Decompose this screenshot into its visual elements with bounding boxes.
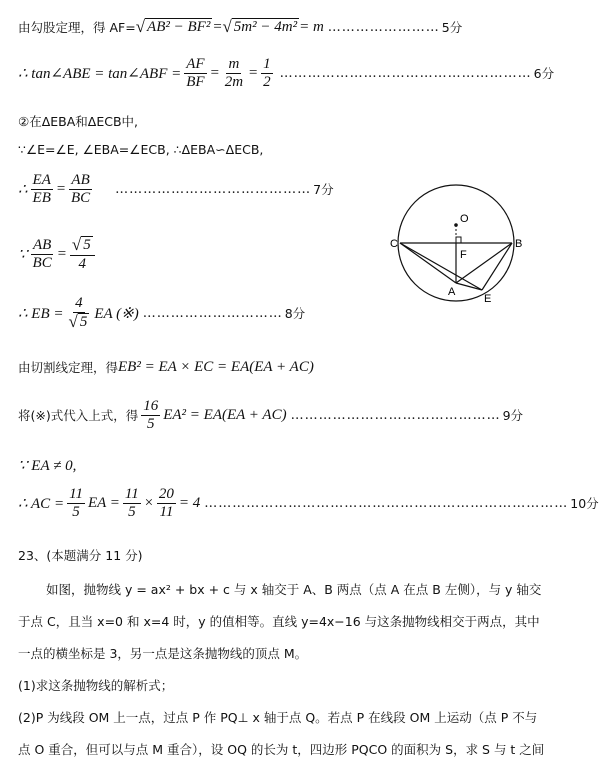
q23-para1: 如图，抛物线 y = ax² + bx + c 与 x 轴交于 A、B 两点（点 A 在点 B 左侧），与 y 轴交	[46, 582, 542, 597]
part2-heading: ②在ΔEBA和ΔECB中,	[18, 114, 139, 129]
secant-line: 由切割线定理，得 EB² = EA × EC = EA(EA + AC)	[18, 358, 314, 375]
step7b-line: ∵ $\frac{AB}{BC}$ = √ 5 4	[18, 236, 98, 272]
q23-part2-line1: (2)P 为线段 OM 上一点，过点 P 作 PQ⊥ x 轴于点 Q。若点 P 在线段 OM 上运动（点 P 不与	[18, 710, 538, 725]
step5-text: 由勾股定理，得 AF=	[18, 20, 136, 35]
q23-para2: 于点 C，且当 x=0 和 x=4 时，y 的值相等。直线 y=4x−16 与这条抛物线相交于两点，其中	[18, 614, 540, 629]
sqrt-expr2: √ 5m² − 4m²	[222, 17, 298, 36]
circle-figure	[388, 180, 570, 310]
q23-part1: (1)求这条抛物线的解析式；	[18, 678, 174, 693]
center-dot	[454, 223, 458, 227]
fraction-half: $\frac{1}{2}$	[263, 56, 271, 90]
score-5: 5分	[441, 20, 463, 35]
label-c: C	[390, 238, 398, 250]
q23-para3: 一点的横坐标是 3，另一点是这条抛物线的顶点 M。	[18, 646, 308, 661]
score-8: 8分	[284, 306, 306, 321]
q23-title: 23、(本题满分 11 分)	[18, 548, 143, 563]
q23-part2-line2: 点 O 重合，但可以与点 M 重合），设 OQ 的长为 t，四边形 PQCO 的面积为 S，求 S 与 t 之间	[18, 742, 545, 757]
step8-line: ∴ EB = 4 √ 5 EA (※) ………………………… 8分	[18, 295, 306, 331]
segment-be	[482, 243, 512, 290]
score-10: 10分	[570, 496, 599, 511]
sqrt-expr1: √ AB² − BF²	[135, 17, 211, 36]
step6-line: ∴ tan∠ABE = tan∠ABF = $\frac{AF}{BF}$ = $\frac{m}{2m}$ = $\frac{1}{2}$ ……………………………………………… 6分	[18, 56, 555, 90]
fraction-m-2m: $\frac{m}{2m}$	[224, 56, 244, 90]
label-b: B	[515, 238, 523, 250]
score-9: 9分	[502, 408, 524, 423]
label-o: O	[460, 213, 469, 225]
step10-line: ∴ AC = $\frac{11}{5}$ EA = $\frac{11}{5}$ × $\frac{20}{11}$ = 4 …………………………………………………………………… 10分	[18, 486, 599, 520]
fraction-af-bf: $\frac{AF}{BF}$	[186, 56, 205, 90]
label-a: A	[448, 286, 456, 298]
score-6: 6分	[533, 66, 555, 81]
dots: ……………………	[327, 19, 440, 35]
right-angle-mark	[456, 237, 461, 243]
score-7: 7分	[313, 182, 334, 197]
step7-line: ∴ $\frac{EA}{EB}$ = $\frac{AB}{BC}$ …………………………………… 7分	[18, 172, 334, 206]
step5-line: 由勾股定理，得 AF= √ AB² − BF² = √ 5m² − 4m² = m …………………… 5分	[18, 17, 463, 36]
ea-nonzero: ∵ EA ≠ 0,	[18, 458, 77, 474]
label-f: F	[460, 249, 467, 261]
because-line: ∵∠E=∠E, ∠EBA=∠ECB, ∴ΔEBA∽ΔECB,	[18, 142, 264, 157]
label-e: E	[484, 293, 492, 305]
segment-ce	[400, 243, 482, 290]
step9-line: 将(※)式代入上式，得 $\frac{16}{5}$ EA² = EA(EA + AC) ……………………………………… 9分	[18, 398, 524, 432]
segment-ae	[456, 283, 482, 290]
